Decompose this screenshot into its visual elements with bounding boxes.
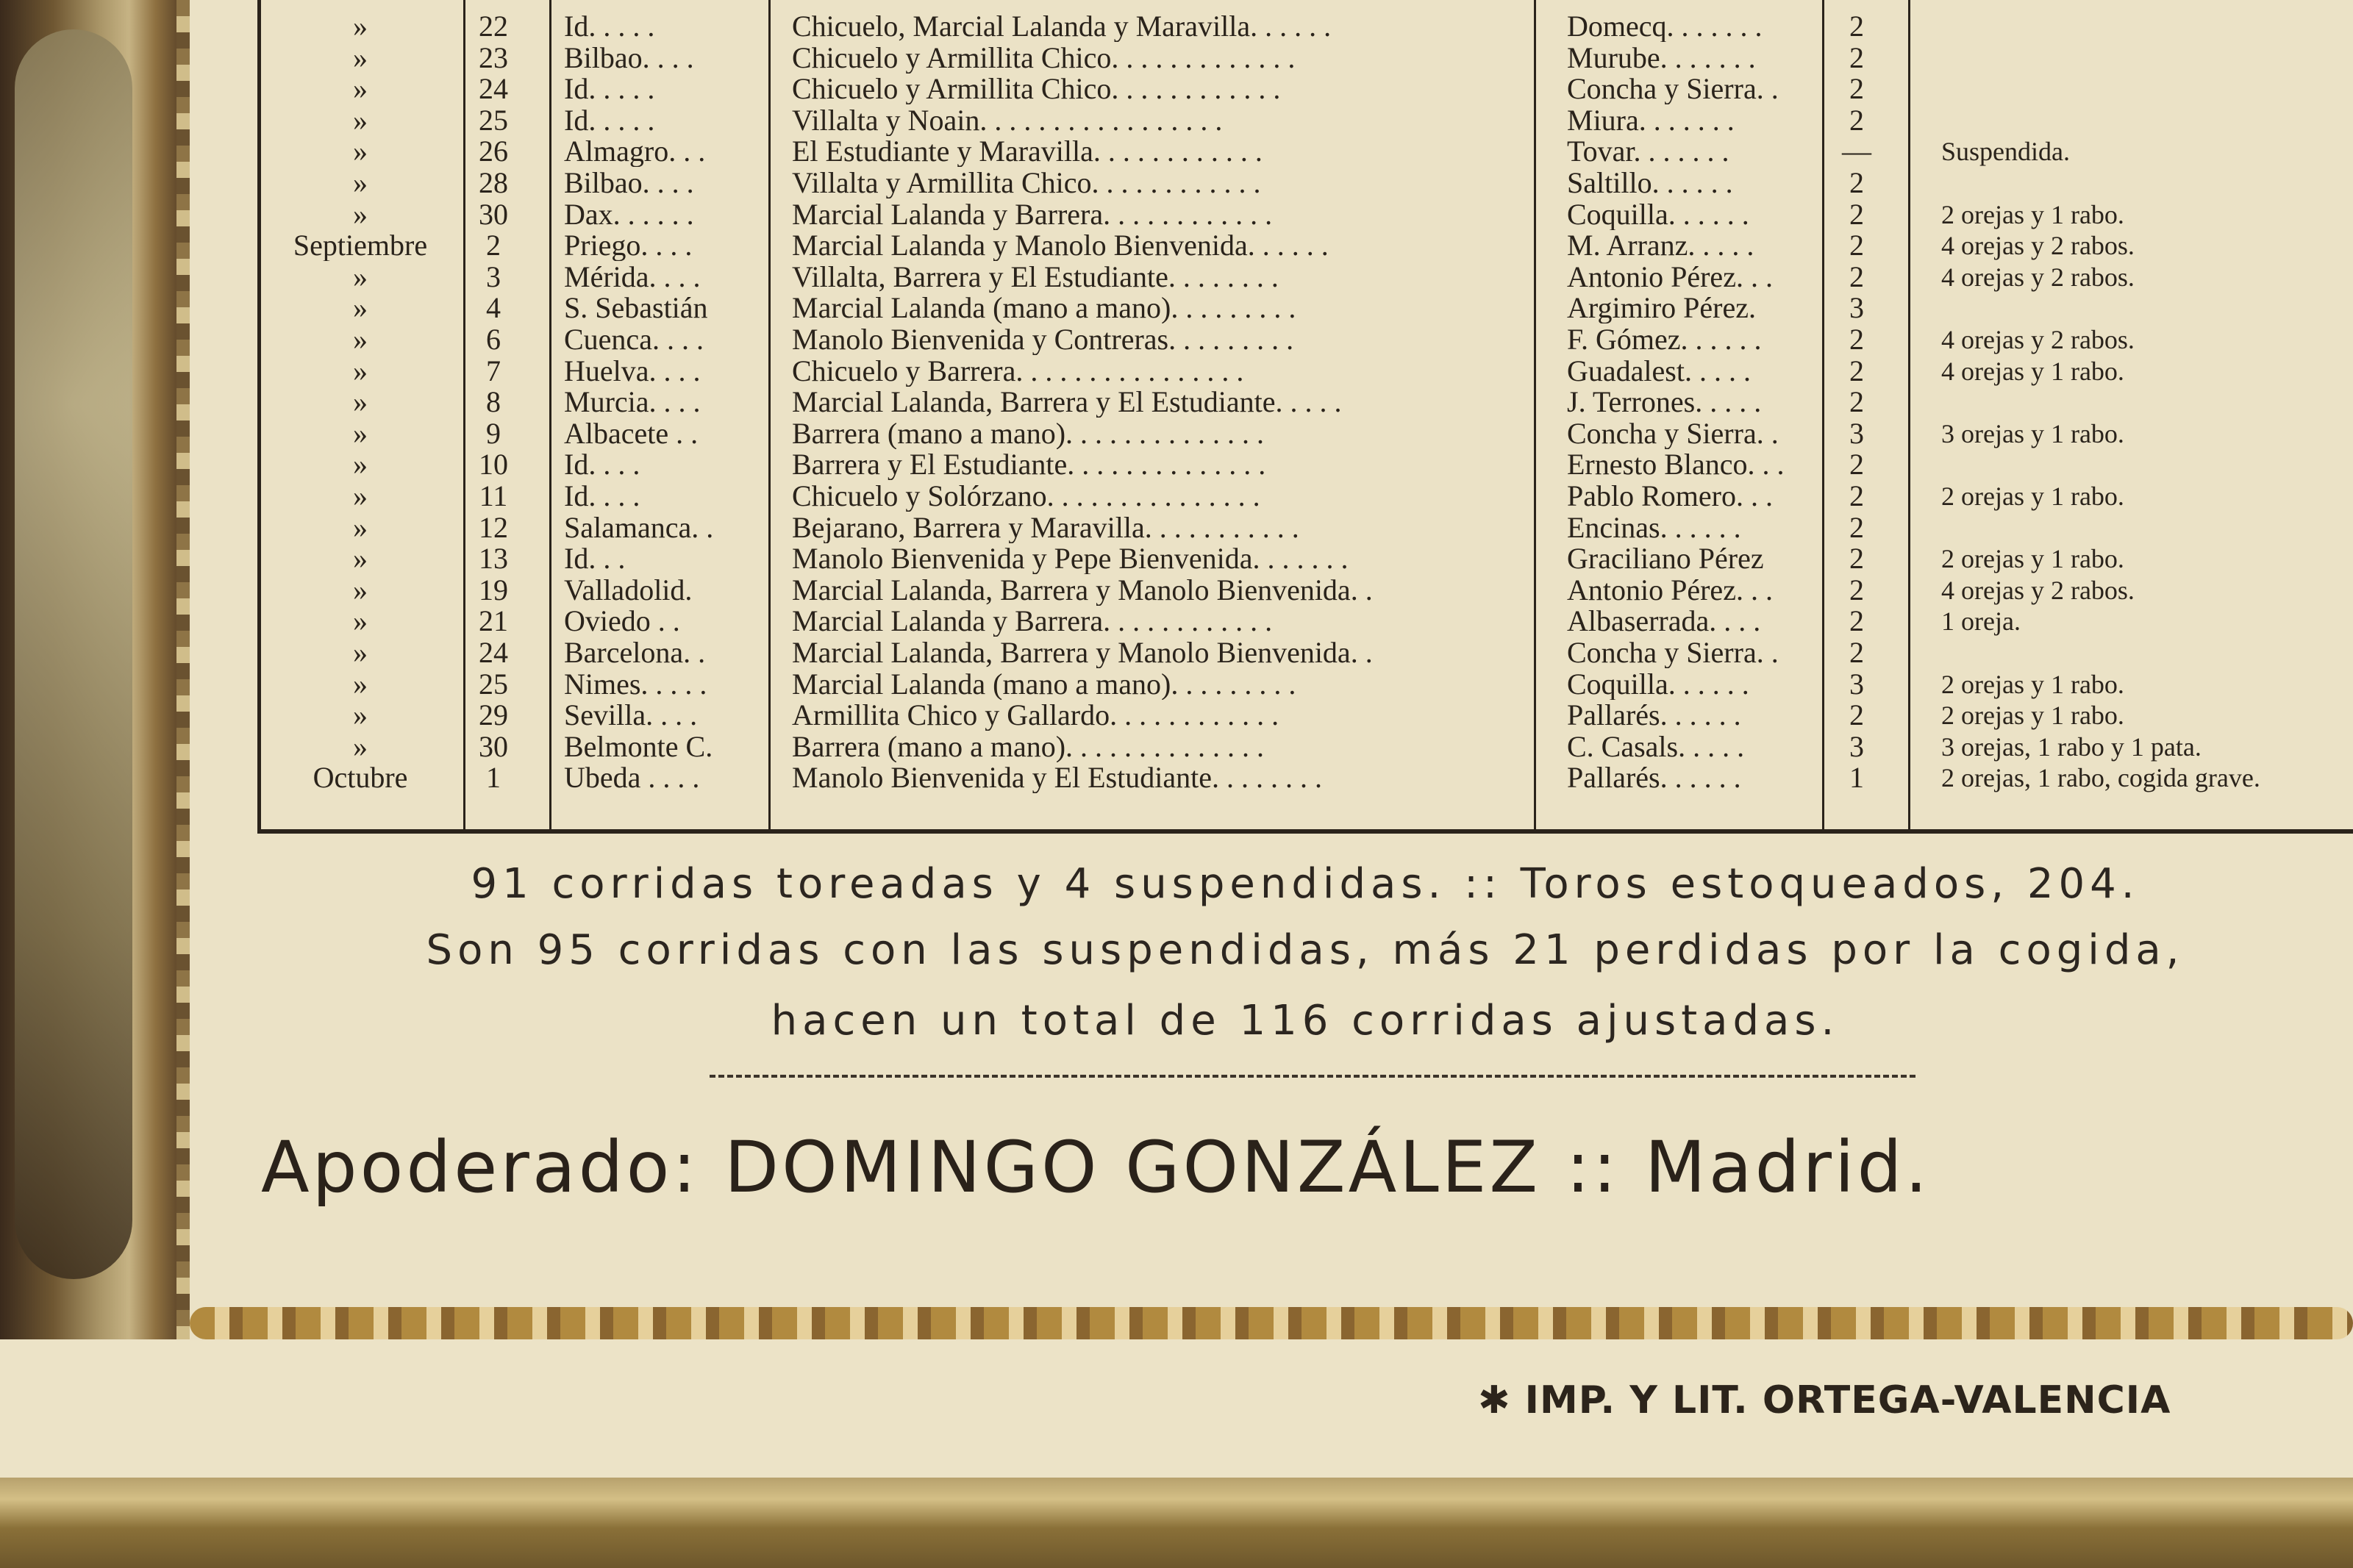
cell-month: » <box>353 136 368 168</box>
table-row <box>261 481 2353 512</box>
table-row <box>261 168 2353 198</box>
cell-day: 23 <box>479 42 508 74</box>
cell-place: Nimes. . . . . <box>564 668 707 700</box>
cell-toreros: Manolo Bienvenida y Pepe Bienvenida. . . . . . . <box>792 543 1349 575</box>
summary-line-1: 91 corridas toreadas y 4 suspendidas. :: Toros estoqueados, 204. <box>471 860 2140 908</box>
cell-gan: Pallarés. . . . . . <box>1567 762 1741 794</box>
cell-gan: Saltillo. . . . . . <box>1567 168 1733 198</box>
cell-place: Ubeda . . . . <box>564 762 700 794</box>
cell-toreros: Marcial Lalanda, Barrera y Manolo Bienvenida. . <box>792 637 1373 668</box>
cell-toreros: Villalta, Barrera y El Estudiante. . . . . . . . <box>792 261 1279 293</box>
table-row <box>261 543 2353 574</box>
printer-imprint: ✱ IMP. Y LIT. ORTEGA-VALENCIA <box>1478 1378 2171 1422</box>
cell-place: Huelva. . . . <box>564 355 701 387</box>
table-row <box>261 762 2353 793</box>
cell-place: Salamanca. . <box>564 512 714 543</box>
cell-place: Mérida. . . . <box>564 261 701 293</box>
cell-month: » <box>353 449 368 481</box>
table-row <box>261 512 2353 543</box>
table-row <box>261 293 2353 323</box>
cell-res: 2 orejas y 1 rabo. <box>1941 199 2124 229</box>
cell-corr: 2 <box>1849 606 1864 637</box>
cell-month: Septiembre <box>293 230 428 262</box>
cell-corr: 3 <box>1849 293 1864 324</box>
cell-gan: C. Casals. . . . . <box>1567 731 1745 762</box>
cell-place: Id. . . <box>564 543 626 575</box>
cell-place: Belmonte C. <box>564 731 713 762</box>
cell-month: » <box>353 261 368 293</box>
table-row <box>261 199 2353 230</box>
cell-gan: Concha y Sierra. . <box>1567 74 1779 105</box>
cell-day: 6 <box>486 324 501 355</box>
table-row <box>261 262 2353 293</box>
bullfight-results-table <box>257 0 2353 834</box>
cell-res: 2 orejas y 1 rabo. <box>1941 669 2124 699</box>
cell-corr: 2 <box>1849 11 1864 42</box>
cell-toreros: El Estudiante y Maravilla. . . . . . . . . . . . <box>792 136 1263 168</box>
cell-month: » <box>353 11 368 42</box>
cell-toreros: Chicuelo y Armillita Chico. . . . . . . . . . . . <box>792 74 1281 105</box>
cell-toreros: Manolo Bienvenida y El Estudiante. . . . . . . . <box>792 762 1322 794</box>
summary-line-3: hacen un total de 116 corridas ajustadas. <box>771 997 1840 1045</box>
cell-day: 1 <box>486 762 501 794</box>
cell-month: » <box>353 731 368 762</box>
cell-corr: 2 <box>1849 574 1864 606</box>
cell-day: 19 <box>479 574 508 606</box>
cell-day: 28 <box>479 168 508 198</box>
cell-toreros: Marcial Lalanda (mano a mano). . . . . . . . . <box>792 668 1296 700</box>
cell-day: 24 <box>479 637 508 668</box>
cell-place: Barcelona. . <box>564 637 706 668</box>
cell-corr: 2 <box>1849 700 1864 731</box>
cell-day: 4 <box>486 293 501 324</box>
cell-corr: 3 <box>1849 668 1864 700</box>
cell-toreros: Marcial Lalanda y Barrera. . . . . . . . . . . . <box>792 198 1273 230</box>
cell-corr: 2 <box>1849 355 1864 387</box>
table-row <box>261 449 2353 480</box>
cell-gan: Guadalest. . . . . <box>1567 355 1751 387</box>
cell-toreros: Manolo Bienvenida y Contreras. . . . . . . . . <box>792 324 1294 355</box>
cell-day: 11 <box>479 481 508 512</box>
cell-month: Octubre <box>313 762 408 794</box>
cell-day: 25 <box>479 668 508 700</box>
cell-res: 1 oreja. <box>1941 606 2021 637</box>
cell-res: 2 orejas y 1 rabo. <box>1941 701 2124 731</box>
cell-res: 4 orejas y 2 rabos. <box>1941 262 2135 292</box>
cell-toreros: Chicuelo y Barrera. . . . . . . . . . . . . . . . <box>792 355 1244 387</box>
cell-month: » <box>353 418 368 449</box>
cell-month: » <box>353 574 368 606</box>
table-row <box>261 637 2353 668</box>
table-row <box>261 606 2353 637</box>
cell-toreros: Bejarano, Barrera y Maravilla. . . . . . . . . . . <box>792 512 1299 543</box>
cell-gan: Albaserrada. . . . <box>1567 606 1761 637</box>
cell-res: 4 orejas y 1 rabo. <box>1941 356 2124 386</box>
table-row <box>261 11 2353 42</box>
cell-day: 30 <box>479 731 508 762</box>
cell-gan: Miura. . . . . . . <box>1567 104 1735 136</box>
cell-corr: 2 <box>1849 42 1864 74</box>
cell-toreros: Chicuelo, Marcial Lalanda y Maravilla. . . . . . <box>792 11 1332 42</box>
cell-res: 3 orejas, 1 rabo y 1 pata. <box>1941 731 2202 762</box>
cell-res: 2 orejas y 1 rabo. <box>1941 482 2124 511</box>
cell-month: » <box>353 668 368 700</box>
cell-res: Suspendida. <box>1941 137 2070 167</box>
table-row <box>261 136 2353 167</box>
cell-place: Sevilla. . . . <box>564 700 698 731</box>
cell-corr: 2 <box>1849 512 1864 543</box>
cell-res: 2 orejas, 1 rabo, cogida grave. <box>1941 763 2260 793</box>
cell-gan: Concha y Sierra. . <box>1567 418 1779 449</box>
cell-corr: 3 <box>1849 418 1864 449</box>
cell-toreros: Barrera (mano a mano). . . . . . . . . . . . . . <box>792 731 1265 762</box>
cell-gan: F. Gómez. . . . . . <box>1567 324 1762 355</box>
cell-day: 24 <box>479 74 508 105</box>
cell-corr: 2 <box>1849 481 1864 512</box>
bottom-rope-border <box>190 1307 2353 1339</box>
cell-place: Bilbao. . . . <box>564 168 694 198</box>
cell-corr: 2 <box>1849 449 1864 481</box>
cell-res: 2 orejas y 1 rabo. <box>1941 544 2124 574</box>
cell-res: 3 orejas y 1 rabo. <box>1941 418 2124 448</box>
cell-corr: 2 <box>1849 104 1864 136</box>
cell-month: » <box>353 387 368 418</box>
cell-toreros: Marcial Lalanda, Barrera y El Estudiante. . . . . <box>792 387 1342 418</box>
cell-day: 26 <box>479 136 508 168</box>
cell-gan: Argimiro Pérez. <box>1567 293 1756 324</box>
cell-toreros: Chicuelo y Armillita Chico. . . . . . . . . . . . . <box>792 42 1296 74</box>
cell-month: » <box>353 293 368 324</box>
table-row <box>261 387 2353 418</box>
cell-res: 4 orejas y 2 rabos. <box>1941 231 2135 261</box>
cell-gan: Tovar. . . . . . . <box>1567 136 1729 168</box>
cell-toreros: Barrera y El Estudiante. . . . . . . . . . . . . . <box>792 449 1266 481</box>
cell-corr: 1 <box>1849 762 1864 794</box>
cell-day: 3 <box>486 261 501 293</box>
table-row <box>261 700 2353 731</box>
table-row <box>261 230 2353 261</box>
cell-place: Oviedo . . <box>564 606 680 637</box>
cell-res: 4 orejas y 2 rabos. <box>1941 325 2135 354</box>
cell-day: 9 <box>486 418 501 449</box>
cell-place: Id. . . . <box>564 449 640 481</box>
cell-day: 25 <box>479 104 508 136</box>
cell-place: Id. . . . . <box>564 74 655 105</box>
table-row <box>261 74 2353 104</box>
cell-corr: 2 <box>1849 230 1864 262</box>
cell-gan: Domecq. . . . . . . <box>1567 11 1763 42</box>
cell-toreros: Villalta y Noain. . . . . . . . . . . . . . . . . <box>792 104 1223 136</box>
cell-month: » <box>353 74 368 105</box>
cell-corr: 3 <box>1849 731 1864 762</box>
cell-month: » <box>353 42 368 74</box>
cell-place: Albacete . . <box>564 418 699 449</box>
table-row <box>261 105 2353 136</box>
cell-corr: 2 <box>1849 198 1864 230</box>
cell-month: » <box>353 481 368 512</box>
cell-toreros: Chicuelo y Solórzano. . . . . . . . . . . . . . . <box>792 481 1260 512</box>
cell-day: 2 <box>486 230 501 262</box>
cell-day: 8 <box>486 387 501 418</box>
cell-corr: 2 <box>1849 168 1864 198</box>
cell-place: Almagro. . . <box>564 136 706 168</box>
cell-day: 10 <box>479 449 508 481</box>
cell-toreros: Marcial Lalanda y Barrera. . . . . . . . . . . . <box>792 606 1273 637</box>
dashed-divider <box>710 1075 1915 1078</box>
cell-gan: Ernesto Blanco. . . <box>1567 449 1785 481</box>
cell-place: Id. . . . <box>564 481 640 512</box>
cell-month: » <box>353 104 368 136</box>
cell-month: » <box>353 355 368 387</box>
cell-gan: Coquilla. . . . . . <box>1567 198 1749 230</box>
cell-gan: Antonio Pérez. . . <box>1567 261 1773 293</box>
cell-day: 7 <box>486 355 501 387</box>
cell-toreros: Marcial Lalanda y Manolo Bienvenida. . . . . . <box>792 230 1329 262</box>
cell-month: » <box>353 168 368 198</box>
cell-gan: M. Arranz. . . . . <box>1567 230 1754 262</box>
cell-place: Priego. . . . <box>564 230 693 262</box>
cell-month: » <box>353 637 368 668</box>
cell-day: 13 <box>479 543 508 575</box>
cell-day: 22 <box>479 11 508 42</box>
table-row <box>261 324 2353 355</box>
cell-place: Bilbao. . . . <box>564 42 694 74</box>
cell-toreros: Marcial Lalanda (mano a mano). . . . . . . . . <box>792 293 1296 324</box>
cell-month: » <box>353 512 368 543</box>
table-row <box>261 669 2353 700</box>
table-row <box>261 575 2353 606</box>
cell-place: Id. . . . . <box>564 104 655 136</box>
cell-day: 29 <box>479 700 508 731</box>
cell-place: S. Sebastián <box>564 293 708 324</box>
cell-day: 12 <box>479 512 508 543</box>
cell-corr: 2 <box>1849 324 1864 355</box>
cell-toreros: Barrera (mano a mano). . . . . . . . . . . . . . <box>792 418 1265 449</box>
cell-month: » <box>353 198 368 230</box>
cell-gan: Coquilla. . . . . . <box>1567 668 1749 700</box>
cell-corr: — <box>1842 136 1871 168</box>
agent-line: Apoderado: DOMINGO GONZÁLEZ :: Madrid. <box>261 1126 1931 1209</box>
cell-place: Murcia. . . . <box>564 387 701 418</box>
cell-place: Dax. . . . . . <box>564 198 694 230</box>
cell-toreros: Marcial Lalanda, Barrera y Manolo Bienvenida. . <box>792 574 1373 606</box>
summary-line-2: Son 95 corridas con las suspendidas, más 21 perdidas por la cogida, <box>426 926 2185 974</box>
cell-gan: Pallarés. . . . . . <box>1567 700 1741 731</box>
cell-month: » <box>353 324 368 355</box>
cell-gan: Graciliano Pérez <box>1567 543 1764 575</box>
cell-month: » <box>353 700 368 731</box>
cell-day: 21 <box>479 606 508 637</box>
table-row <box>261 418 2353 449</box>
left-ornamental-border <box>0 0 190 1360</box>
cell-month: » <box>353 606 368 637</box>
cell-gan: J. Terrones. . . . . <box>1567 387 1762 418</box>
cell-corr: 2 <box>1849 261 1864 293</box>
cell-res: 4 orejas y 2 rabos. <box>1941 575 2135 605</box>
cell-place: Valladolid. <box>564 574 693 606</box>
cell-place: Id. . . . . <box>564 11 655 42</box>
cell-toreros: Villalta y Armillita Chico. . . . . . . . . . . . <box>792 168 1261 198</box>
table-row <box>261 43 2353 74</box>
cell-gan: Encinas. . . . . . <box>1567 512 1741 543</box>
cell-place: Cuenca. . . . <box>564 324 704 355</box>
cell-gan: Antonio Pérez. . . <box>1567 574 1773 606</box>
cell-gan: Murube. . . . . . . <box>1567 42 1756 74</box>
cell-corr: 2 <box>1849 543 1864 575</box>
cell-gan: Concha y Sierra. . <box>1567 637 1779 668</box>
table-row <box>261 356 2353 387</box>
cell-month: » <box>353 543 368 575</box>
cell-corr: 2 <box>1849 387 1864 418</box>
cell-corr: 2 <box>1849 637 1864 668</box>
cell-corr: 2 <box>1849 74 1864 105</box>
cell-gan: Pablo Romero. . . <box>1567 481 1773 512</box>
cell-toreros: Armillita Chico y Gallardo. . . . . . . . . . . . <box>792 700 1279 731</box>
table-row <box>261 731 2353 762</box>
picture-frame-edge <box>0 1478 2353 1568</box>
cell-day: 30 <box>479 198 508 230</box>
